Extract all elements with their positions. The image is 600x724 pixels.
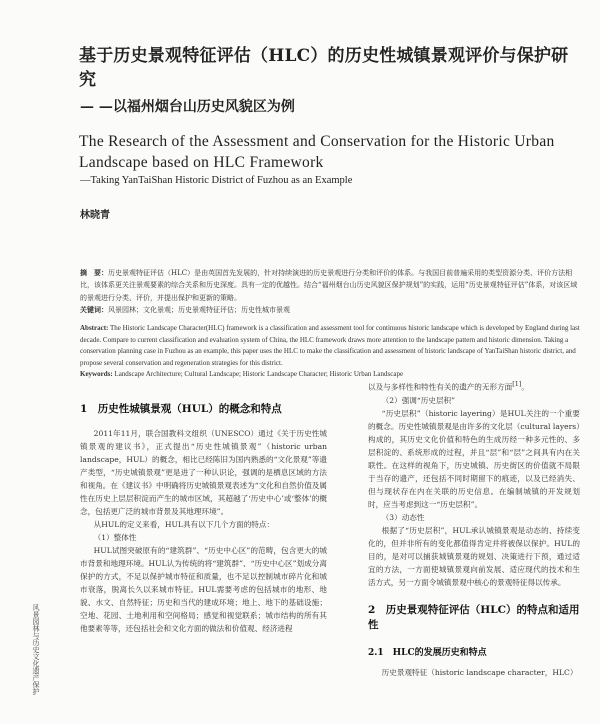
author-name: 林晓青 (80, 210, 110, 221)
section-2-heading: 2 历史景观特征评估（HLC）的特点和适用性 (368, 603, 580, 631)
abstract-chinese (80, 267, 580, 317)
subheading-dynamic: （3）动态性 (381, 512, 425, 522)
abstract-zh-label: 摘 要： (80, 268, 108, 277)
title-english: The Research of the Assessment and Conservation for the Historic Urban Landscape based on HLC Framework (79, 133, 555, 171)
paragraph: 以及与多样性和特性有关的遗产的无形方面[1]。 (368, 381, 529, 392)
subheading-integrity: （1）整体性 (93, 533, 137, 542)
abstract-zh-text: 历史景观特征评估（HLC）是由英国首先发展的，针对持续演进的历史景观进行分类和评价的体系。与我国目前普遍采用的类型资源分类、评价方法相比，该体系更关注景观要素的综合关系和历史深度。具有一定的优越性。结合“福州烟台山历史风貌区保护规划”的实践，运用“历史景观特征评估”体系，对该区域的景观进行分类、评价，并提出保护和更新的策略。 (80, 269, 578, 302)
paragraph: 根据了“历史层积”，HUL承认城镇景观是动态的、持续变化的，但并非所有的变化都值得肯定并将被保以保护。HUL的目的，是对可以捕获城镇景观的规划、决策进行下预，通过适宜的方法，一方面使城镇景观向前发展、适应现代的技术和生活方式，另一方面令城镇景观中核心的景观特征得以传承。 (368, 525, 580, 587)
paragraph: “历史层积”（historic layering）是HUL关注的一个重要的概念。历史性城镇景观是由许多的文化层（cultural layers）构成的，其历史文化价值和特色的生成历经一种多元性的、多层积淀的、系统形成的过程，并且“层”和“层”之间具有内在关联性。在这样的视角下，历史城镇、历史街区的价值就不局限于当存的遗产，还包括不同时期留下的痕迹，以及已经消失、但与现状存在内在关联的历史信息。在编制城镇的开发规划时，应当考虑到这一“历史层积”。 (368, 408, 580, 509)
title-chinese: 基于历史景观特征评估（HLC）的历史性城镇景观评价与保护研究 (79, 46, 569, 90)
side-margin-note: 风景园林与历史文化遗产保护 (32, 604, 40, 695)
section-2-1-heading: 2.1 HLC的发展历史和特点 (368, 647, 487, 658)
left-column (80, 402, 327, 635)
paragraph: 2011年11月，联合国教科文组织（UNESCO）通过《关于历史性城镇景观的建议书》，正式提出“历史性城镇景观”（historic urban landscape，HUL）的概念，相比已经陈旧为国内熟悉的“文化景观”等遗产类型，“历史城镇景观”更是进了一种认识论，强调的是栖息区域的方法和视角。在《建议书》中明确将历史城镇景观表述为“文化和自然价值及属性在历史上层层积淀而产生的城市区域，其超越了‘历史中心’或‘整体’的概念，包括更广泛的城市背景及其地理环境”。 (80, 429, 327, 516)
abstract-en-label: Abstract: (80, 324, 109, 332)
keywords-zh-text: 风景园林；文化景观；历史景观特征评估；历史性城市景观 (108, 306, 290, 315)
paragraph: 从HUL的定义来看，HUL具有以下几个方面的特点： (93, 520, 275, 529)
abstract-en-text: The Historic Landscape Character(HLC) framework is a classification and assessment tool for continuous historic landscape which is developed by England during last decade. Compare to current classification and evaluation system of China, the HLC framework draws more attention to the landscape pattern and historic dimension. Taking a conservation planning case in Fuzhou as an example, this paper uses the HLC to make the classification and assessment of historic landscape of YanTaiShan historic district, and propose several conservation and regeneration strategies for this district. (80, 324, 580, 367)
subheading-historic-layering: （2）强调“历史层积” (381, 395, 456, 405)
right-column (368, 378, 580, 679)
paragraph: HUL试图突破原有的“建筑群”、“历史中心区”的范畴，包含更大的城市背景和地理环境。HUL认为传统的将“建筑群”、“历史中心区”划成分离保护的方式，不足以保护城市特征和质量，也不足以控制城市碎片化和城市衰落，脱离长久以来城市特征。HUL需要考虑的包括城市的地形、地貌、水文、自然特征；历史和当代的建成环境；地上、地下的基础设施；空地、花园、土地利用和空间格局；感觉和视觉联系；城市结构的所有其他要素等等，还包括社会和文化方面的做法和价值观、经济进程 (80, 546, 327, 633)
keywords-zh-label: 关键词： (80, 305, 108, 315)
paragraph: 历史景观特征（historic landscape character，HLC） (381, 667, 578, 677)
keywords-en-label: Keywords: (80, 370, 113, 379)
abstract-english (80, 323, 580, 381)
subtitle-chinese: — —以福州烟台山历史风貌区为例 (80, 99, 295, 115)
section-1-heading: 1 历史性城镇景观（HUL）的概念和特点 (80, 403, 282, 415)
subtitle-english: —Taking YanTaiShan Historic District of Fuzhou as an Example (80, 175, 353, 186)
keywords-en-text: Landscape Architecture; Cultural Landscape; Historic Landscape Character; Historic Urban Landscape (112, 370, 404, 379)
